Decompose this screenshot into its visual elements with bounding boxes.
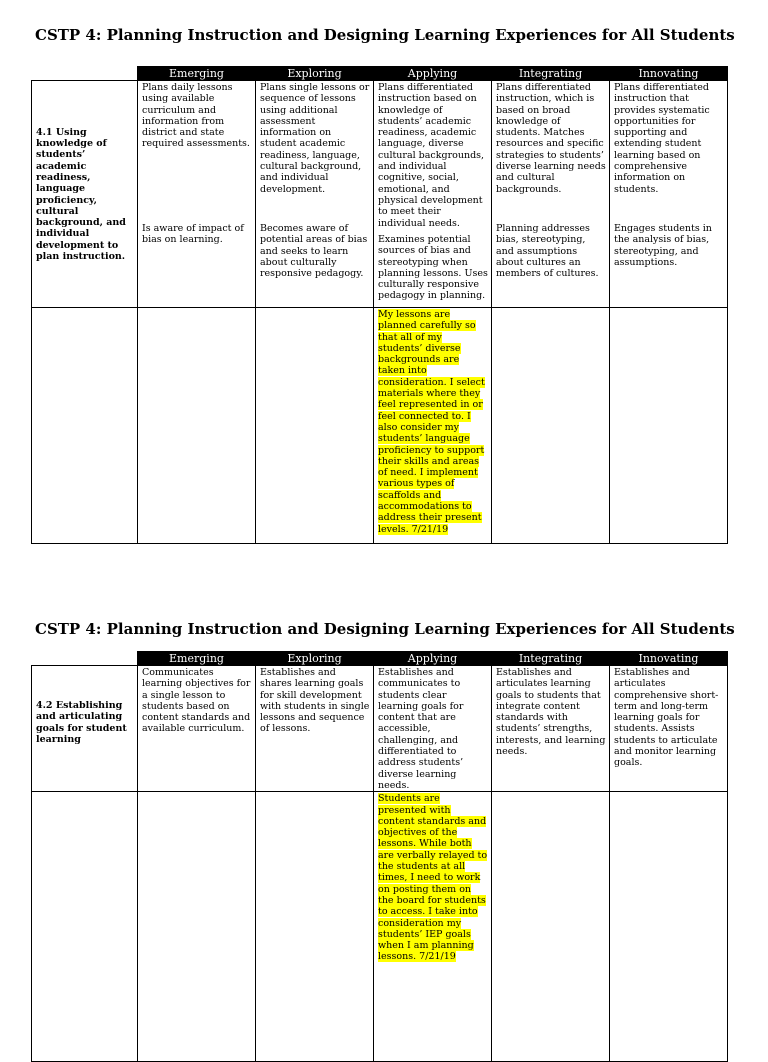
descriptor-b: Examines potential sources of bias and stereotyping when planning lessons. Uses culturally responsive pedagogy in planning. bbox=[378, 234, 488, 302]
evidence-cell-applying bbox=[374, 792, 492, 1062]
descriptor-b: Planning addresses bias, stereotyping, and assumptions about cultures an members of cultures. bbox=[496, 223, 599, 280]
descriptor-a: Establishes and shares learning goals for skill development with students in single lessons and sequence of lessons. bbox=[260, 667, 370, 735]
descriptor-cell-applying bbox=[374, 666, 492, 792]
evidence-cell-element bbox=[32, 792, 138, 1062]
evidence-cell-integrating bbox=[492, 792, 610, 1062]
evidence-cell-exploring bbox=[256, 792, 374, 1062]
descriptor-cell-applying bbox=[374, 81, 492, 308]
evidence-cell-innovating bbox=[610, 792, 728, 1062]
level-header-emerging: Emerging bbox=[138, 652, 256, 666]
descriptor-a: Plans differentiated instruction based on knowledge of students’ academic readiness, academic language, diverse cultural backgrounds, and individual cognitive, social, emotional, and physical development to meet their individual needs. bbox=[378, 82, 485, 229]
descriptor-cell-emerging bbox=[138, 666, 256, 792]
level-header-integrating: Integrating bbox=[492, 67, 610, 81]
descriptor-cell-exploring bbox=[256, 81, 374, 308]
element-name: 4.2 Establishing and articulating goals for student learning bbox=[36, 700, 127, 745]
descriptor-a: Establishes and articulates comprehensive short-term and long-term learning goals for students. Assists students to articulate and monitor learning goals. bbox=[614, 667, 719, 769]
descriptor-cell-integrating bbox=[492, 666, 610, 792]
evidence-cell-applying bbox=[374, 308, 492, 544]
descriptor-a: Establishes and articulates learning goals to students that integrate content standards with students’ strengths, interests, and learning needs. bbox=[496, 667, 606, 758]
descriptor-a: Plans differentiated instruction, which is based on broad knowledge of students. Matches resources and specific strategies to students’ diverse learning needs and cultural backgrounds. bbox=[496, 82, 606, 195]
descriptor-b: Is aware of impact of bias on learning. bbox=[142, 223, 244, 246]
level-header-applying: Applying bbox=[374, 67, 492, 81]
element-name: 4.1 Using knowledge of students’ academic readiness, language proficiency, cultural background, and individual development to plan instruction. bbox=[36, 126, 126, 262]
descriptor-a: Plans daily lessons using available curriculum and information from district and state required assessments. bbox=[142, 82, 250, 150]
descriptor-cell-innovating bbox=[610, 666, 728, 792]
descriptor-cell-innovating bbox=[610, 81, 728, 308]
element-cell bbox=[32, 81, 138, 308]
section-1-rubric-table bbox=[31, 66, 728, 544]
evidence-cell-exploring bbox=[256, 308, 374, 544]
evidence-cell-emerging bbox=[138, 792, 256, 1062]
blank-header-cell bbox=[32, 67, 138, 81]
descriptor-a: Establishes and communicates to students clear learning goals for content that are accessible, challenging, and differentiated to address students’ diverse learning needs. bbox=[378, 667, 464, 791]
level-header-emerging: Emerging bbox=[138, 67, 256, 81]
evidence-cell-emerging bbox=[138, 308, 256, 544]
level-header-integrating: Integrating bbox=[492, 652, 610, 666]
evidence-cell-integrating bbox=[492, 308, 610, 544]
level-header-exploring: Exploring bbox=[256, 67, 374, 81]
level-header-innovating: Innovating bbox=[610, 652, 728, 666]
evidence-note: My lessons are planned carefully so that all of my students’ diverse backgrounds are taken into consideration. I select materials where they feel represented in or feel connected to. I also consider my students’ language proficiency to support their skills and areas of need. I implement various types of scaffolds and accommodations to address their present levels. 7/21/19 bbox=[378, 309, 485, 535]
descriptor-a: Plans single lessons or sequence of lessons using additional assessment information on student academic readiness, language, cultural background, and individual development. bbox=[260, 82, 370, 195]
section-2-title: CSTP 4: Planning Instruction and Designing Learning Experiences for All Students bbox=[35, 620, 735, 638]
descriptor-a: Communicates learning objectives for a single lesson to students based on content standards and available curriculum. bbox=[142, 667, 251, 735]
descriptor-b: Becomes aware of potential areas of bias and seeks to learn about culturally responsive pedagogy. bbox=[260, 223, 368, 280]
descriptor-cell-exploring bbox=[256, 666, 374, 792]
descriptor-b: Engages students in the analysis of bias, stereotyping, and assumptions. bbox=[614, 223, 712, 268]
level-header-exploring: Exploring bbox=[256, 652, 374, 666]
blank-header-cell bbox=[32, 652, 138, 666]
level-header-applying: Applying bbox=[374, 652, 492, 666]
section-1-title: CSTP 4: Planning Instruction and Designing Learning Experiences for All Students bbox=[35, 26, 735, 44]
evidence-note: Students are presented with content standards and objectives of the lessons. While both are verbally relayed to the students at all times, I need to work on posting them on the board for students to access. I take into consideration my students’ IEP goals when I am planning lessons. 7/21/19 bbox=[378, 793, 488, 963]
section-2-rubric-table bbox=[31, 651, 728, 1062]
descriptor-cell-emerging bbox=[138, 81, 256, 308]
evidence-cell-element bbox=[32, 308, 138, 544]
level-header-innovating: Innovating bbox=[610, 67, 728, 81]
descriptor-a: Plans differentiated instruction that provides systematic opportunities for supporting and extending student learning based on comprehensive information on students. bbox=[614, 82, 710, 195]
evidence-cell-innovating bbox=[610, 308, 728, 544]
descriptor-cell-integrating bbox=[492, 81, 610, 308]
element-cell bbox=[32, 666, 138, 792]
